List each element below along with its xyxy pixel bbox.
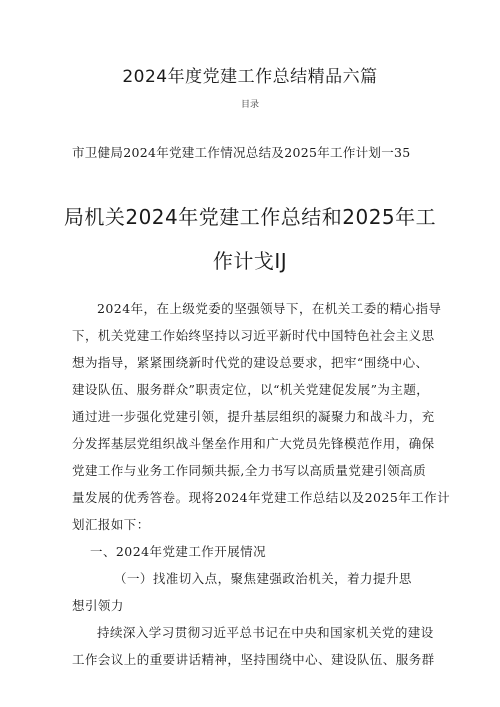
section-title-line-2: 作计戈IJ <box>212 249 288 273</box>
section-title-line-1: 局机关2024年党建工作总结和2025年工 <box>63 205 437 229</box>
body-heading-level-2: （一）找准切入点，聚焦建强政治机关，着力提升思 <box>114 571 412 586</box>
body-line: 量发展的优秀答卷。现将2024年党建工作总结以及2025年工作计 <box>72 490 451 505</box>
body-line: 下，机关党建工作始终坚持以习近平新时代中国特色社会主义思 <box>72 328 435 343</box>
body-line: 2024年，在上级党委的坚强领导下，在机关工委的精心指导 <box>97 301 442 316</box>
document-title: 2024年度党建工作总结精品六篇 <box>122 67 378 87</box>
body-heading-level-2-continued: 想引领力 <box>72 598 124 613</box>
body-line: 建设队伍、服务群众”职责定位，以“机关党建促发展”为主题， <box>72 382 430 397</box>
body-line: 想为指导，紧紧围绕新时代党的建设总要求，把牢“围绕中心、 <box>72 355 429 370</box>
body-heading-level-1: 一、2024年党建工作开展情况 <box>90 544 267 559</box>
body-line: 分发挥基层党组织战斗堡垒作用和广大党员先锋模范作用，确保 <box>72 436 435 451</box>
toc-entry[interactable]: 市卫健局2024年党建工作情况总结及2025年工作计划一35 <box>72 145 411 160</box>
body-line: 工作会议上的重要讲话精神，坚持围绕中心、建设队伍、服务群 <box>72 652 435 667</box>
body-line: 划汇报如下： <box>72 517 150 532</box>
toc-heading: 目录 <box>240 100 259 110</box>
body-line: 持续深入学习贯彻习近平总书记在中央和国家机关党的建设 <box>97 625 434 640</box>
body-line: 党建工作与业务工作同频共振,全力书写以高质量党建引领高质 <box>72 463 427 478</box>
body-line: 通过进一步强化党建引领，提升基层组织的凝聚力和战斗力，充 <box>72 409 435 424</box>
